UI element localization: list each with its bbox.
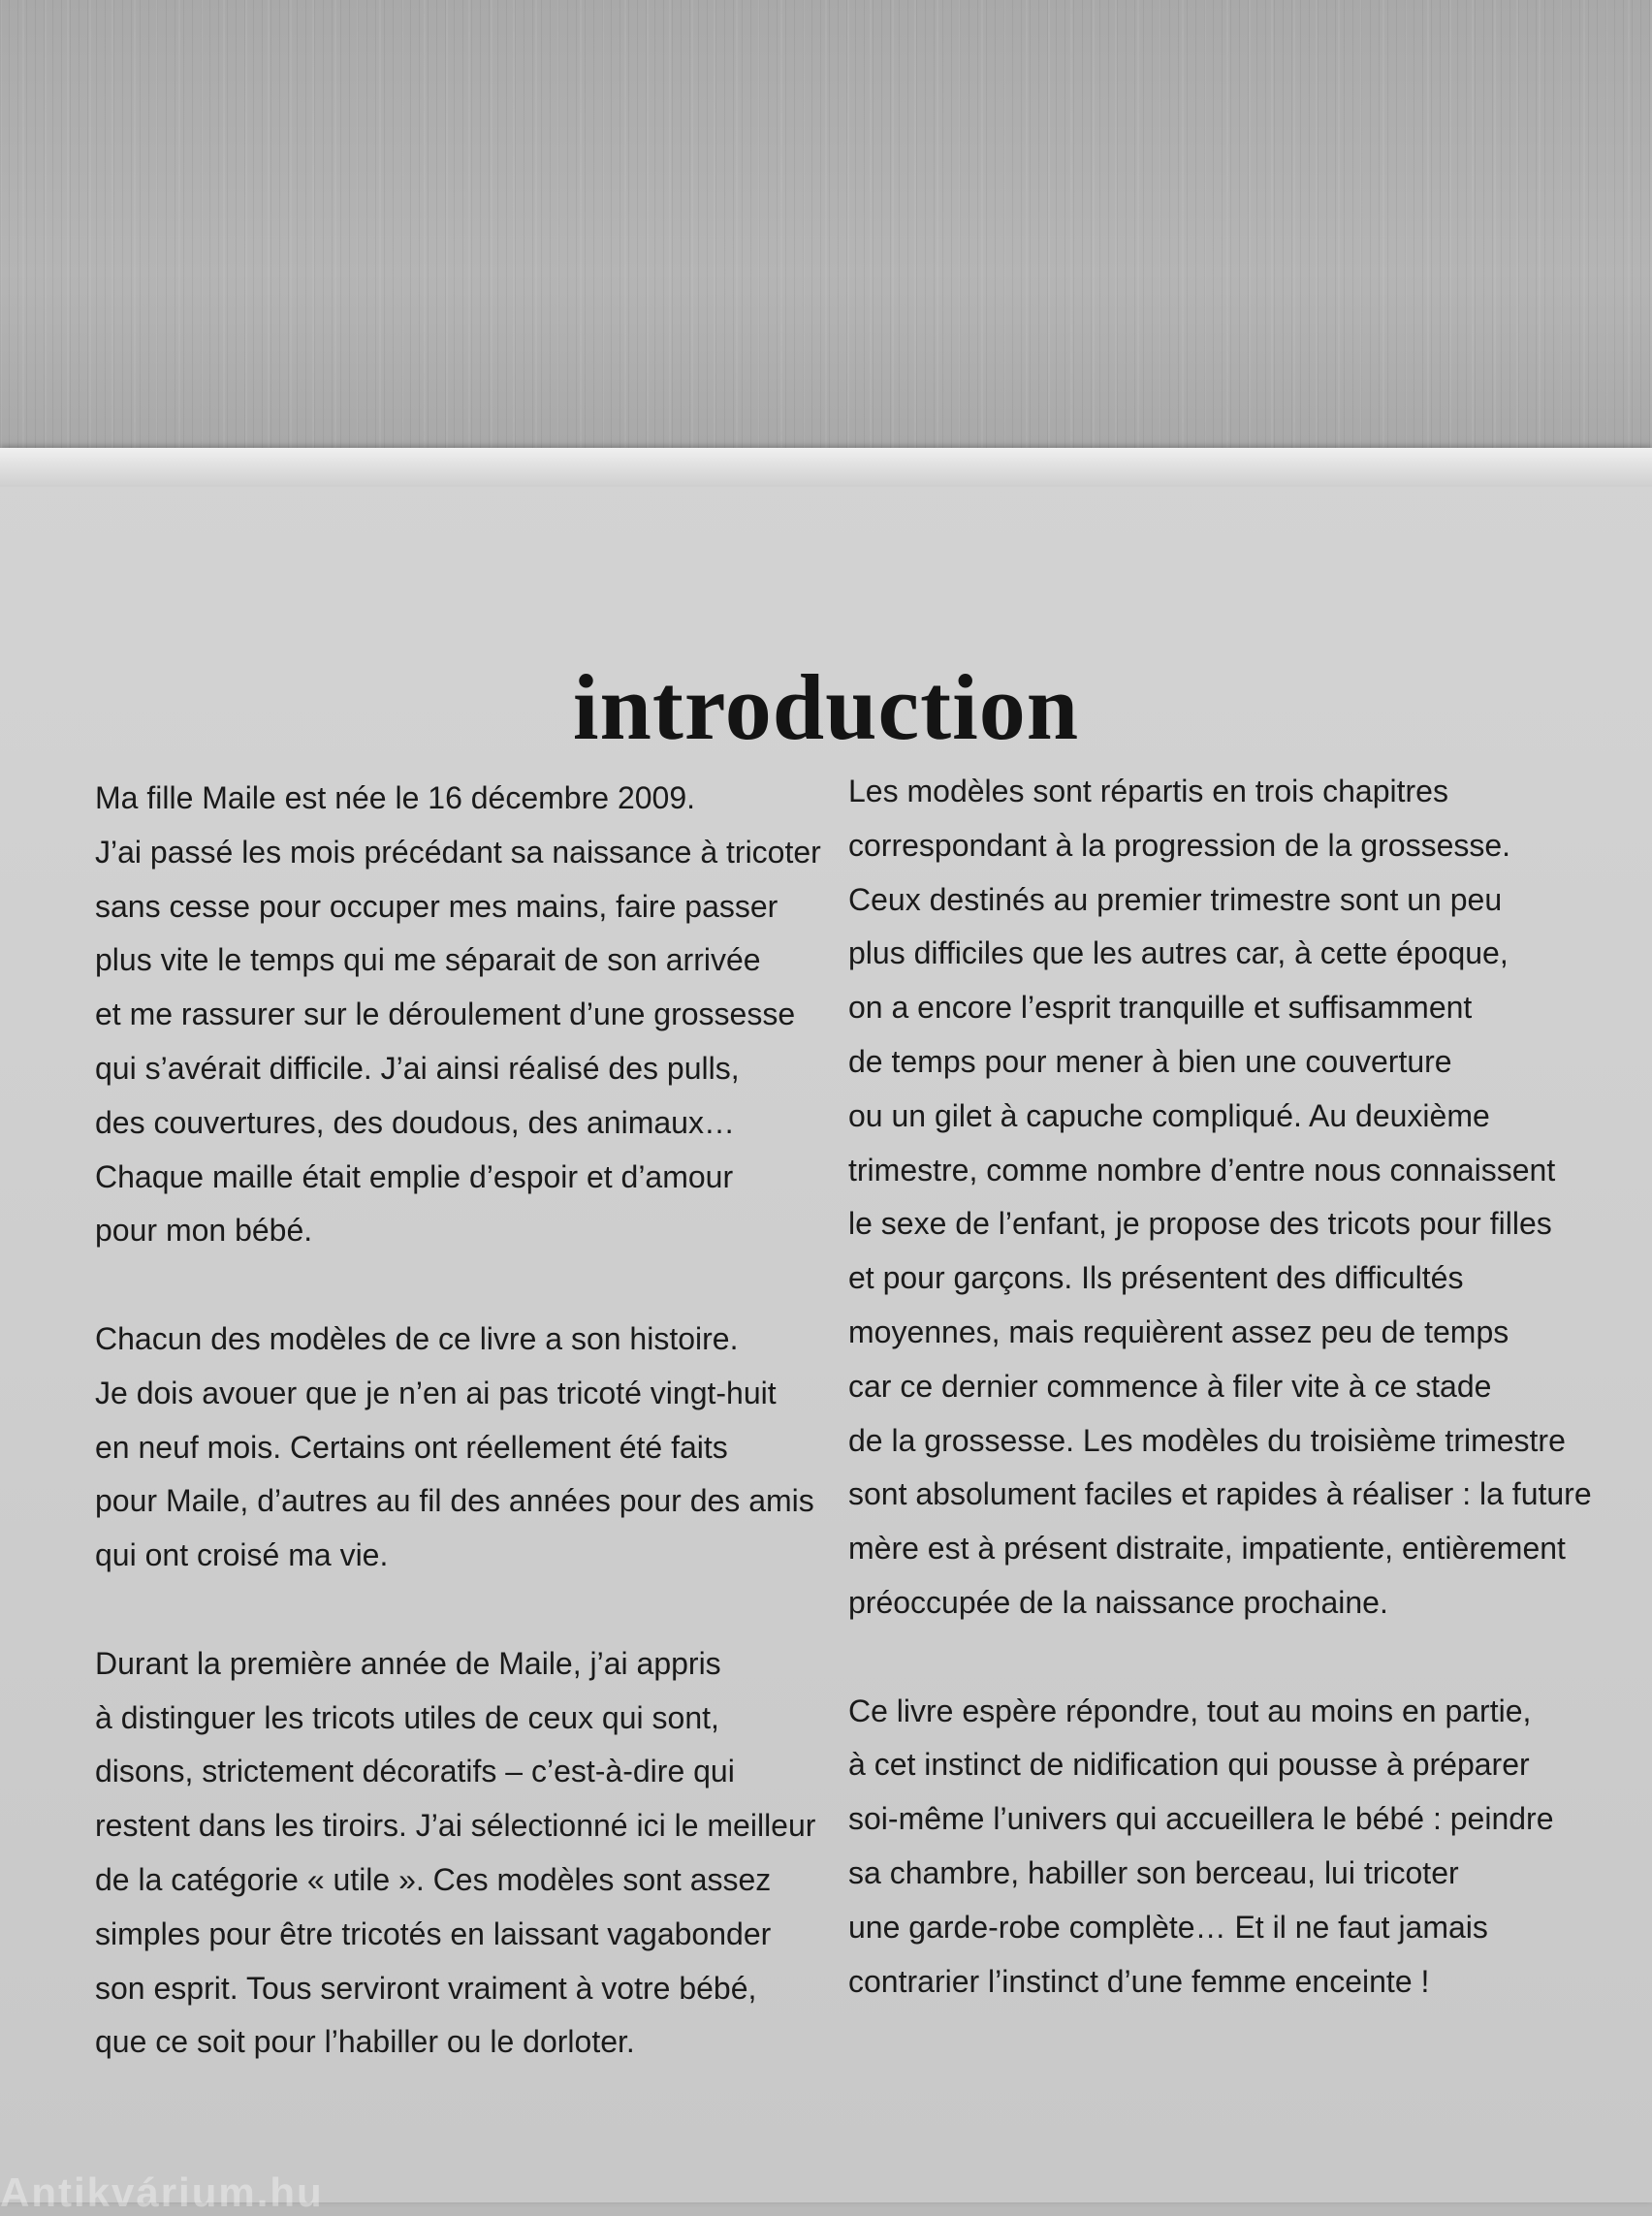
left-paragraph-3: Durant la première année de Maile, j’ai appris à distinguer les tricots utiles de ceux qui sont, disons, strictement décoratifs – c’est-à-dire qui restent dans les tiroirs. J’ai sélectionné ici le meilleur de la catégorie « utile ». Ces modèles sont assez simples pour être tricotés en laissant vagabonder son esprit. Tous serviront vraiment à votre bébé, que ce soit pour l’habiller ou le dorloter. [95, 1645, 816, 2060]
right-paragraph-2: Ce livre espère répondre, tout au moins en partie, à cet instinct de nidification qui pousse à préparer soi-même l’univers qui accueillera le bébé : peindre sa chambre, habiller son berceau, lui tricoter une garde-robe complète… Et il ne faut jamais contrarier l’instinct d’une femme enceinte ! [848, 1693, 1554, 1999]
left-column [95, 772, 832, 2124]
page-title: introduction [572, 655, 1080, 760]
left-paragraph-2: Chacun des modèles de ce livre a son histoire. Je dois avouer que je n’en ai pas tricoté vingt-huit en neuf mois. Certains ont réellement été faits pour Maile, d’autres au fil des années pour des amis qui ont croisé ma vie. [95, 1320, 814, 1573]
left-paragraph-1: Ma fille Maile est née le 16 décembre 2009. J’ai passé les mois précédant sa naissance à tricoter sans cesse pour occuper mes mains, faire passer plus vite le temps qui me séparait de son arrivée et me rassurer sur le déroulement d’une grossesse qui s’avérait difficile. J’ai ainsi réalisé des pulls, des couvertures, des doudous, des animaux… Chaque maille était emplie d’espoir et d’amour pour mon bébé. [95, 780, 821, 1249]
right-paragraph-1: Les modèles sont répartis en trois chapitres correspondant à la progression de la grossesse. Ceux destinés au premier trimestre sont un peu plus difficiles que les autres car, à cette époque, on a encore l’esprit tranquille et suffisamment de temps pour mener à bien une couverture ou un gilet à capuche compliqué. Au deuxième trimestre, comme nombre d’entre nous connaissent le sexe de l’enfant, je propose des tricots pour filles et pour garçons. Ils présentent des difficultés moyennes, mais requièrent assez peu de temps car ce dernier commence à filer vite à ce stade de la grossesse. Les modèles du troisième trimestre sont absolument faciles et rapides à réaliser : la future mère est à présent distraite, impatiente, entièrement préoccupée de la naissance prochaine. [848, 774, 1592, 1620]
watermark: Antikvárium.hu [0, 2169, 324, 2215]
right-column [848, 765, 1614, 2063]
table-surface-background [0, 0, 1652, 456]
page-top-edge [0, 448, 1652, 487]
